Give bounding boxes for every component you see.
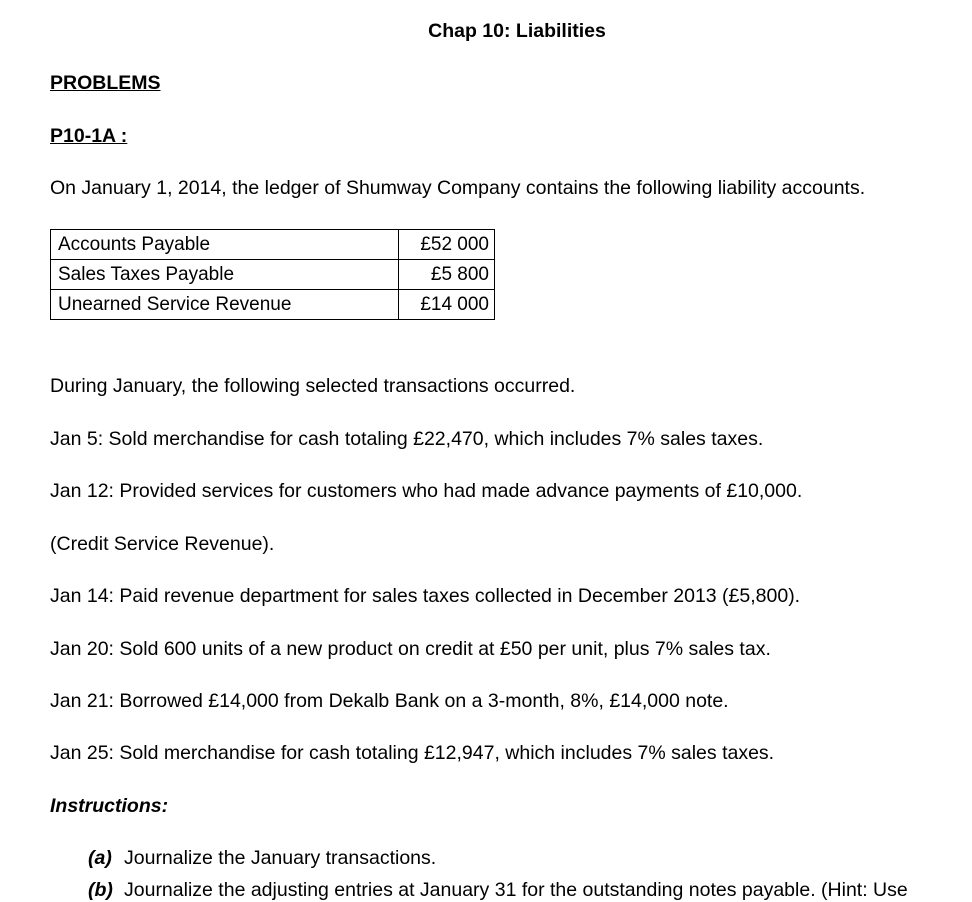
instruction-text: Journalize the January transactions. bbox=[124, 847, 437, 869]
table-row bbox=[51, 290, 495, 320]
table-row bbox=[51, 230, 495, 260]
account-name: Sales Taxes Payable bbox=[51, 260, 399, 290]
transaction-line: Jan 14: Paid revenue department for sales taxes collected in December 2013 (£5,800). bbox=[50, 585, 801, 607]
intro-paragraph: On January 1, 2014, the ledger of Shumway Company contains the following liability accounts. bbox=[50, 177, 866, 199]
account-amount: £52 000 bbox=[399, 230, 495, 260]
liability-accounts-table bbox=[50, 229, 495, 320]
instruction-marker: (b) bbox=[88, 879, 113, 901]
transactions-intro: During January, the following selected transactions occurred. bbox=[50, 375, 576, 397]
transaction-line: (Credit Service Revenue). bbox=[50, 533, 275, 555]
account-amount: £14 000 bbox=[399, 290, 495, 320]
transaction-line: Jan 25: Sold merchandise for cash totaling £12,947, which includes 7% sales taxes. bbox=[50, 742, 775, 764]
account-amount: £5 800 bbox=[399, 260, 495, 290]
instruction-item bbox=[88, 847, 436, 870]
section-heading: PROBLEMS bbox=[50, 72, 161, 94]
table-row bbox=[51, 260, 495, 290]
account-name: Unearned Service Revenue bbox=[51, 290, 399, 320]
instructions-label: Instructions: bbox=[50, 795, 169, 817]
account-name: Accounts Payable bbox=[51, 230, 399, 260]
transaction-line: Jan 21: Borrowed £14,000 from Dekalb Bank on a 3-month, 8%, £14,000 note. bbox=[50, 690, 729, 712]
page-title: Chap 10: Liabilities bbox=[428, 20, 606, 42]
instruction-marker: (a) bbox=[88, 847, 112, 869]
instruction-text: Journalize the adjusting entries at January 31 for the outstanding notes payable. (Hint: Use bbox=[124, 879, 908, 901]
problem-id: P10-1A : bbox=[50, 125, 128, 147]
transaction-line: Jan 5: Sold merchandise for cash totaling £22,470, which includes 7% sales taxes. bbox=[50, 428, 764, 450]
transaction-line: Jan 12: Provided services for customers who had made advance payments of £10,000. bbox=[50, 480, 803, 502]
transaction-line: Jan 20: Sold 600 units of a new product on credit at £50 per unit, plus 7% sales tax. bbox=[50, 638, 771, 660]
